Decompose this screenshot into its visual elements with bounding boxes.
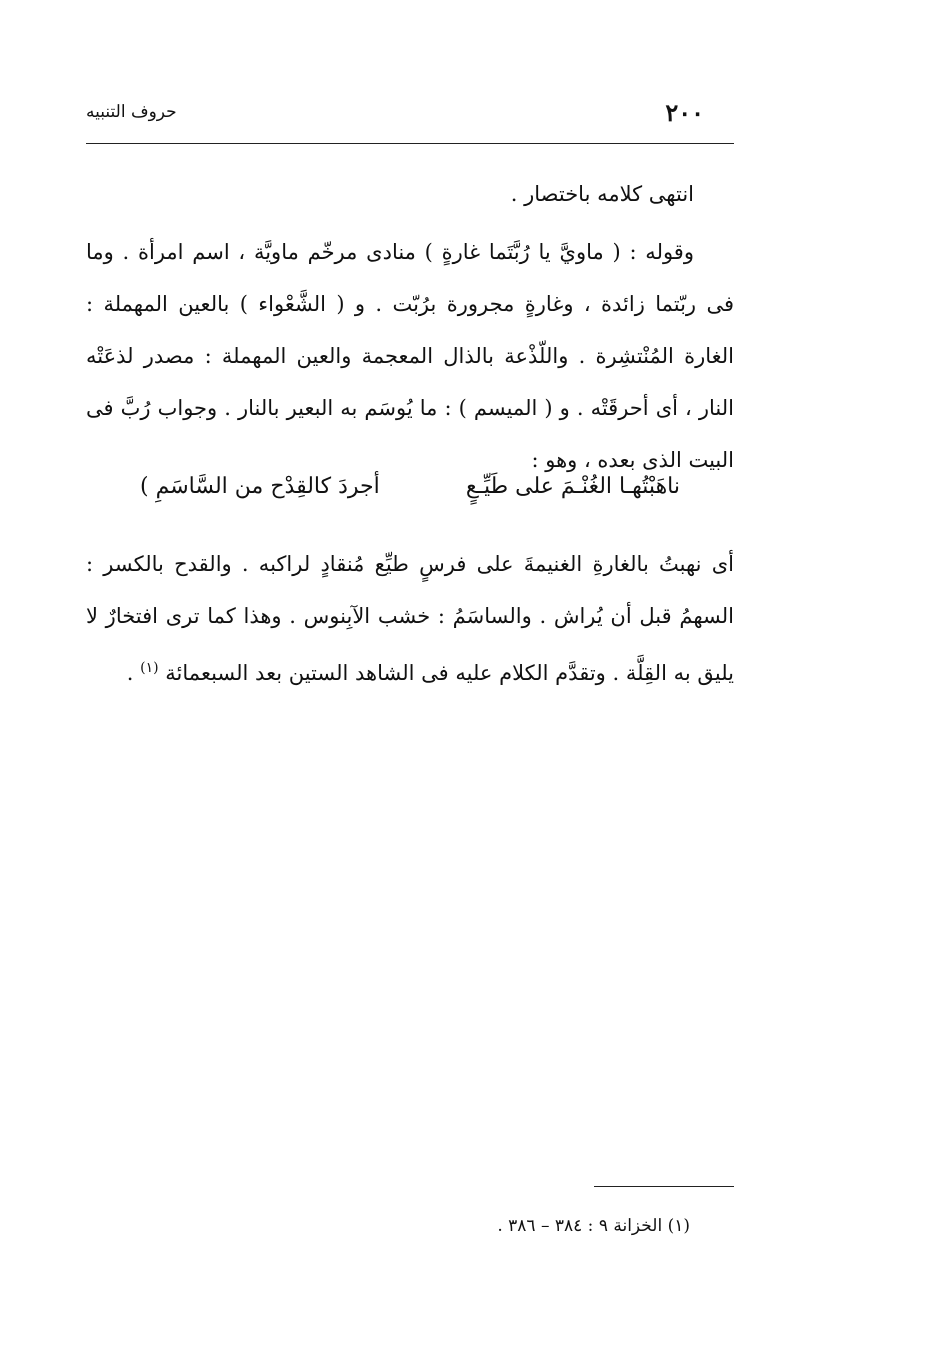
footnote-marker: (١) (140, 660, 159, 676)
page-header (86, 96, 734, 136)
paragraph-2-text: أى نهبتُ بالغارةِ الغنيمةَ على فرسٍ طيِّع مُنقادٍ لراكبه . والقدح بالكسر : السهمُ قبل أن يُراش . والساسَمُ : خشب الآبِنوس . وهذا كما ترى افتخارٌ لا يليق به القِلَّة . وتقدَّم الكلام عليه فى الشاهد الستين بعد السبعمائة (86, 552, 734, 685)
main-text (86, 168, 734, 486)
header-rule (86, 143, 734, 144)
footnote: (١) الخزانة ٩ : ٣٨٤ – ٣٨٦ . (497, 1216, 690, 1236)
verse-first-hemistich: ناهَبْتُهـا الغُنْـمَ على طَيِّـعٍ (465, 474, 680, 499)
verse (140, 474, 680, 524)
page-number: ٢٠٠ (665, 98, 704, 127)
verse-second-hemistich: أجردَ كالقِدْح من السَّاسَمِ ) (140, 474, 380, 499)
footnote-rule (594, 1186, 734, 1187)
paragraph-2 (86, 538, 734, 699)
paragraph-1: وقوله : ( ماويَّ يا رُبَّتَما غارةٍ ) منادى مرخّم ماويَّة ، اسم امرأة . وما فى ربّتما زائدة ، وغارةٍ مجرورة برُبّت . و ( الشَّعْواء ) بالعين المهملة : الغارة المُنْتشِرة . واللّذْعة بالذال المعجمة والعين المهملة : مصدر لذعَتْه النار ، أى أحرقَتْه . و ( الميسم ) : ما يُوسَم به البعير بالنار . وجواب رُبَّ فى البيت الذى بعده ، وهو : (86, 240, 734, 472)
paragraph-2-end: . (126, 661, 134, 685)
main-text-continued (86, 538, 734, 699)
intro-line: انتهى كلامه باختصار . (510, 182, 694, 206)
running-head: حروف التنبيه (86, 102, 177, 122)
